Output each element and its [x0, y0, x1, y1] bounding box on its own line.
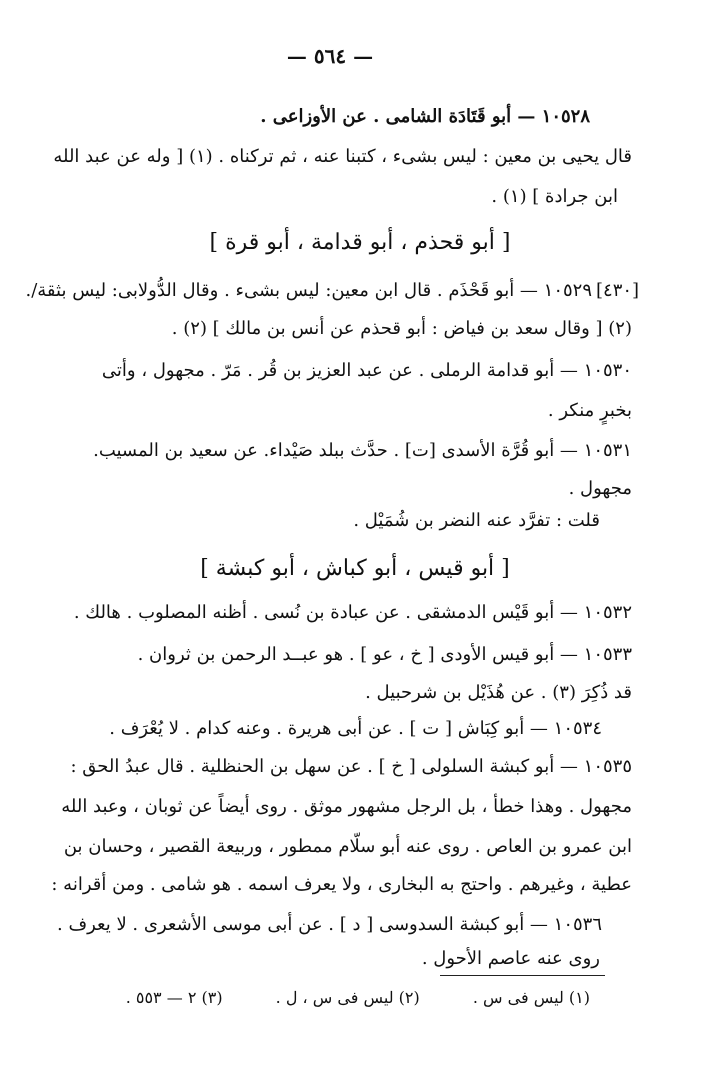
entry-10536-line: ١٠٥٣٦ — أبو كبشة السدوسى [ د ] . عن أبى موسى الأشعرى . لا يعرف .: [57, 914, 602, 935]
section-heading-2: [ أبو قيس ، أبو كباش ، أبو كبشة ]: [200, 556, 510, 581]
text-line: مجهول . وهذا خطأ ، بل الرجل مشهور موثق . روى أيضاً عن ثوبان ، وعبد الله: [61, 796, 632, 817]
text-line: قلت : تفرَّد عنه النضر بن شُمَيْل .: [353, 510, 600, 531]
text-line: (٢) [ وقال سعد بن فياض : أبو قحذم عن أنس بن مالك ] (٢) .: [171, 318, 632, 339]
section-heading-1: [ أبو قحذم ، أبو قدامة ، أبو قرة ]: [209, 230, 511, 255]
text-line: روى عنه عاصم الأحول .: [421, 948, 600, 969]
entry-10529-line: ١٠٥٢٩ — أبو قَحْذَم . قال ابن معين: ليس بشىء . وقال الدُّولابى: ليس بثقة/.: [25, 280, 592, 301]
footnote-2: (٢) ليس فى س ، ل .: [275, 988, 420, 1007]
footnote-1: (١) ليس فى س .: [472, 988, 590, 1007]
text-line: بخبرٍ منكر .: [547, 400, 632, 421]
text-line: ابن عمرو بن العاص . روى عنه أبو سلّام ممطور ، وربيعة القصير ، وحسان بن: [63, 836, 632, 857]
footnote-3: (٣) ٢ — ٥٥٣ .: [125, 988, 223, 1007]
entry-10533-line: ١٠٥٣٣ — أبو قيس الأودى [ خ ، عو ] . هو عبــد الرحمن بن ثروان .: [137, 644, 632, 665]
entry-10535-line: ١٠٥٣٥ — أبو كبشة السلولى [ خ ] . عن سهل بن الحنظلية . قال عبدُ الحق :: [70, 756, 632, 777]
entry-10531-line: ١٠٥٣١ — أبو قُرَّة الأسدى [ت] . حدَّث ببلد صَيْداء. عن سعيد بن المسيب.: [93, 440, 632, 461]
text-line: مجهول .: [568, 478, 632, 499]
footnote-divider: [440, 975, 605, 976]
text-line: قال يحيى بن معين : ليس بشىء ، كتبنا عنه ، ثم تركناه . (١) [ وله عن عبد الله: [53, 146, 632, 167]
page-number: — ٥٦٤ —: [286, 44, 374, 68]
text-line: عطية ، وغيرهم . واحتج به البخارى ، ولا يعرف اسمه . هو شامى . ومن أقرانه :: [51, 874, 632, 895]
margin-page-mark: [٤٣٠]: [596, 280, 640, 301]
text-line: ابن جرادة ] (١) .: [491, 186, 618, 207]
entry-10528-line: ١٠٥٢٨ — أبو قَتَادَة الشامى . عن الأوزاعى .: [260, 106, 590, 127]
entry-10532-line: ١٠٥٣٢ — أبو قَيْس الدمشقى . عن عبادة بن نُسى . أظنه المصلوب . هالك .: [73, 602, 632, 623]
footnotes: [125, 986, 590, 1010]
entry-10530-line: ١٠٥٣٠ — أبو قدامة الرملى . عن عبد العزيز بن قُر . مَرّ . مجهول ، وأتى: [101, 360, 632, 381]
text-line: قد ذُكِرَ (٣) . عن هُذَيْل بن شرحبيل .: [365, 682, 632, 703]
entry-10534-line: ١٠٥٣٤ — أبو كِبَاش [ ت ] . عن أبى هريرة . وعنه كدام . لا يُعْرَف .: [109, 718, 602, 739]
